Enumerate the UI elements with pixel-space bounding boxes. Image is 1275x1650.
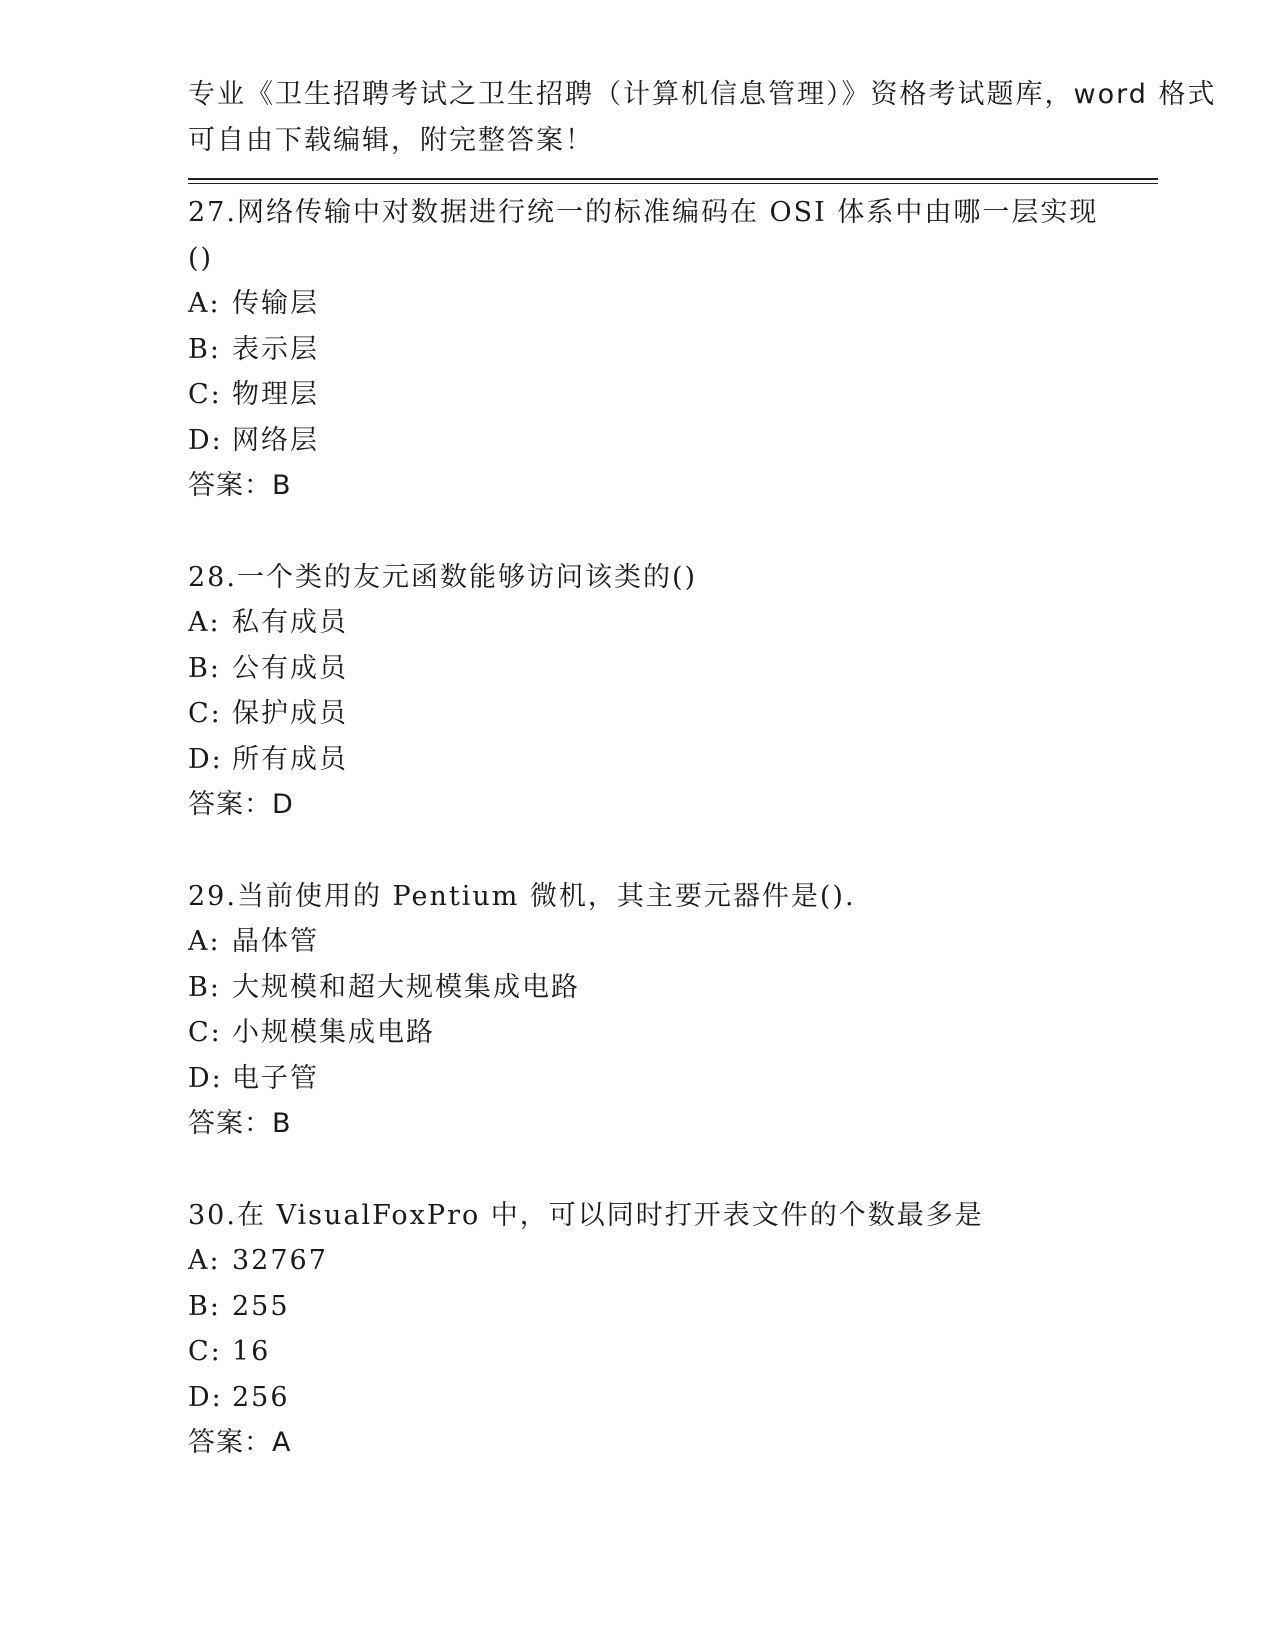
option-letter: D: (188, 1381, 223, 1413)
header-line-1: 专业《卫生招聘考试之卫生招聘（计算机信息管理）》资格考试题库，word 格式 (188, 79, 1217, 110)
question-stem: 27.网络传输中对数据进行统一的标准编码在 OSI 体系中由哪一层实现 (188, 197, 1099, 228)
question-list (188, 190, 1148, 1512)
header-rule-thick (188, 178, 1158, 180)
option-text: 公有成员 (232, 652, 348, 684)
option-text: 晶体管 (232, 926, 319, 957)
option-text: 表示层 (232, 333, 319, 365)
option-letter: C: (188, 379, 222, 410)
option-text: 网络层 (232, 424, 319, 456)
option-d (188, 1056, 1148, 1102)
option-a (188, 919, 1148, 965)
question-stem: 28.一个类的友元函数能够访问该类的() (188, 561, 698, 593)
answer-line: 答案：A (188, 1427, 292, 1458)
answer-line: 答案：B (188, 1108, 292, 1139)
question-28 (188, 555, 1148, 828)
option-d (188, 1375, 1148, 1421)
option-text: 大规模和超大规模集成电路 (232, 971, 580, 1003)
option-a (188, 1238, 1148, 1284)
question-29 (188, 874, 1148, 1147)
option-letter: C: (188, 1336, 222, 1367)
option-text: 255 (232, 1290, 290, 1322)
question-27 (188, 190, 1148, 509)
option-letter: B: (188, 971, 221, 1003)
option-c (188, 1010, 1148, 1056)
option-letter: A: (188, 607, 221, 638)
header-rule-thin (188, 183, 1158, 184)
option-letter: D: (188, 1062, 223, 1094)
option-letter: C: (188, 1017, 222, 1048)
option-text: 256 (232, 1381, 290, 1413)
option-text: 保护成员 (232, 698, 348, 729)
option-letter: A: (188, 926, 221, 957)
option-letter: A: (188, 288, 221, 319)
option-text: 物理层 (232, 379, 319, 410)
option-b (188, 1284, 1148, 1330)
option-text: 所有成员 (232, 743, 348, 775)
header-line-2: 可自由下载编辑，附完整答案！ (188, 124, 594, 156)
option-letter: B: (188, 333, 221, 365)
answer-line: 答案：B (188, 470, 292, 501)
option-c (188, 1329, 1148, 1375)
question-stem: 30.在 VisualFoxPro 中，可以同时打开表文件的个数最多是 (188, 1199, 984, 1231)
option-letter: B: (188, 652, 221, 684)
option-b (188, 965, 1148, 1011)
option-letter: D: (188, 743, 223, 775)
option-c (188, 691, 1148, 737)
option-text: 私有成员 (232, 607, 348, 638)
option-letter: C: (188, 698, 222, 729)
document-header (188, 72, 1217, 163)
option-d (188, 737, 1148, 783)
option-d (188, 418, 1148, 464)
option-text: 传输层 (232, 288, 319, 319)
option-b (188, 327, 1148, 373)
option-text: 16 (232, 1336, 271, 1367)
option-text: 电子管 (232, 1062, 319, 1094)
option-c (188, 372, 1148, 418)
question-stem: 29.当前使用的 Pentium 微机，其主要元器件是(). (188, 880, 856, 912)
option-letter: D: (188, 424, 223, 456)
option-text: 32767 (232, 1245, 328, 1276)
option-letter: B: (188, 1290, 221, 1322)
option-b (188, 646, 1148, 692)
option-letter: A: (188, 1245, 221, 1276)
question-stem-continued: () (188, 242, 214, 274)
question-30 (188, 1193, 1148, 1466)
option-text: 小规模集成电路 (232, 1017, 435, 1048)
answer-line: 答案：D (188, 789, 294, 820)
option-a (188, 281, 1148, 327)
option-a (188, 600, 1148, 646)
